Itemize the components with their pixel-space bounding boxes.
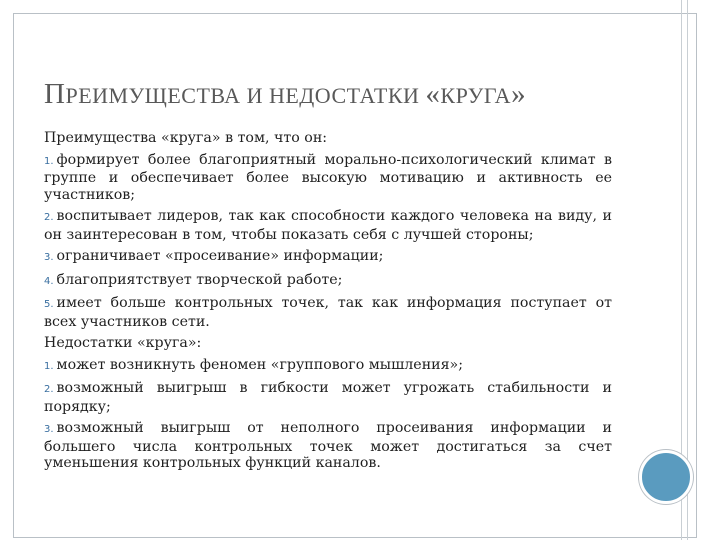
list-number: 2. [44, 212, 54, 223]
slide-title [44, 78, 644, 111]
list-text: возможный выигрыш от неполного просеивания информации и большего числа контрольных точек может достигаться за счет уменьшения контрольных функций каналов. [44, 420, 612, 471]
list-number: 3. [44, 252, 54, 263]
list-text: возможный выигрыш в гибкости может угрожать стабильности и порядку; [44, 380, 612, 415]
list-number: 5. [44, 299, 54, 310]
decorative-circle [639, 450, 693, 504]
list-number: 4. [44, 275, 54, 287]
list-number: 1. [44, 155, 54, 167]
slide-body [44, 130, 612, 477]
list-text: ограничивает «просеивание» информации; [56, 248, 384, 264]
list-text: благоприятствует творческой работе; [56, 271, 343, 288]
list-text: может возникнуть феномен «группового мышления»; [56, 356, 464, 373]
title-open-quote: « [425, 78, 441, 110]
list-number: 1. [44, 360, 54, 372]
right-border-line-outer [687, 0, 688, 540]
advantage-item [44, 152, 612, 204]
advantages-heading: Преимущества «круга» в том, что он: [44, 130, 328, 146]
advantage-item [44, 208, 612, 243]
title-initial-cap: П [44, 78, 66, 110]
disadvantages-heading: Недостатки «круга»: [44, 335, 202, 351]
list-text: формирует более благоприятный морально-психологический климат в группе и обеспечивает более высокую мотивацию и активность ее участников; [44, 151, 612, 203]
disadvantage-item [44, 420, 612, 472]
title-close-quote: » [511, 78, 527, 110]
title-part-2: КРУГА [440, 83, 512, 108]
list-number: 2. [44, 384, 54, 395]
title-part-1: РЕИМУЩЕСТВА И НЕДОСТАТКИ [65, 83, 426, 108]
list-text: имеет больше контрольных точек, так как информация поступает от всех участников сети. [44, 295, 612, 330]
disadvantage-item [44, 380, 612, 415]
disadvantage-item [44, 357, 612, 376]
advantage-item [44, 248, 612, 267]
advantage-item [44, 272, 612, 291]
list-text: воспитывает лидеров, так как способности каждого человека на виду, и он заинтересован в том, чтобы показать себя с лучшей стороны; [44, 208, 612, 243]
advantage-item [44, 295, 612, 330]
list-number: 3. [44, 424, 54, 435]
